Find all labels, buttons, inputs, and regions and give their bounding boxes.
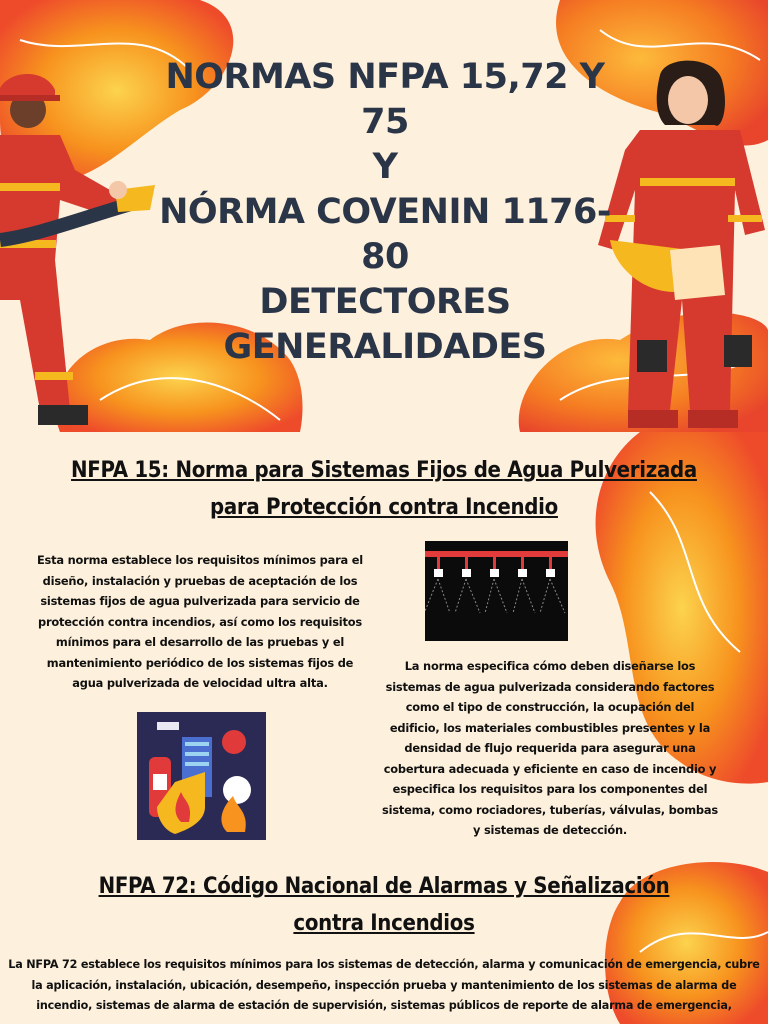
- hero-banner: [0, 0, 768, 432]
- title-line: NÓRMA COVENIN 1176-80: [159, 192, 611, 277]
- sprinkler-icon: [425, 541, 568, 641]
- nfpa15-paragraph-1: Esta norma establece los requisitos mínimos para el diseño, instalación y pruebas de aceptación de los sistemas fijos de agua pulverizada para servicio de protección contra incendios, así como los requisitos mínimos para el desarrollo de las pruebas y el mantenimiento periódico de los sistemas fijos de agua pulverizada de velocidad ultra alta.: [36, 553, 364, 690]
- section-heading: NFPA 15: Norma para Sistemas Fijos de Agua Pulverizada: [71, 458, 697, 483]
- title-line: NORMAS NFPA 15,72 Y 75: [165, 57, 605, 142]
- sprinkler-system-image: [425, 541, 568, 641]
- nfpa72-paragraph: La NFPA 72 establece los requisitos mínimos para los sistemas de detección, alarma y comunicación de emergencia, cubre la aplicación, instalación, ubicación, desempeño, inspección prueba y mantenimiento de los sistemas de alarma de incendio, sistemas de alarma de estación de supervisión, sistemas públicos de reporte de alarma de emergencia,: [8, 958, 760, 1012]
- nfpa15-paragraph-2: La norma especifica cómo deben diseñarse los sistemas de agua pulverizada considerando factores como el tipo de construcción, la ocupación del edificio, los materiales combustibles presentes y la densidad de flujo requerida para asegurar una cobertura adecuada y eficiente en caso de incendio y especifica los requisitos para los componentes del sistema, como rociadores, tuberías, válvulas, bombas y sistemas de detección.: [382, 659, 718, 837]
- nfpa15-heading: [0, 452, 768, 526]
- fire-equipment-icon: [137, 712, 266, 840]
- section-heading: para Protección contra Incendio: [210, 495, 558, 520]
- title-line: Y: [372, 147, 398, 187]
- section-heading: NFPA 72: Código Nacional de Alarmas y Señalización: [98, 874, 670, 899]
- nfpa72-heading: [0, 868, 768, 942]
- fire-safety-image: [137, 712, 266, 840]
- page-title: [150, 55, 620, 370]
- section-heading: contra Incendios: [293, 911, 475, 936]
- title-line: DETECTORES: [259, 282, 511, 322]
- title-line: GENERALIDADES: [223, 327, 547, 367]
